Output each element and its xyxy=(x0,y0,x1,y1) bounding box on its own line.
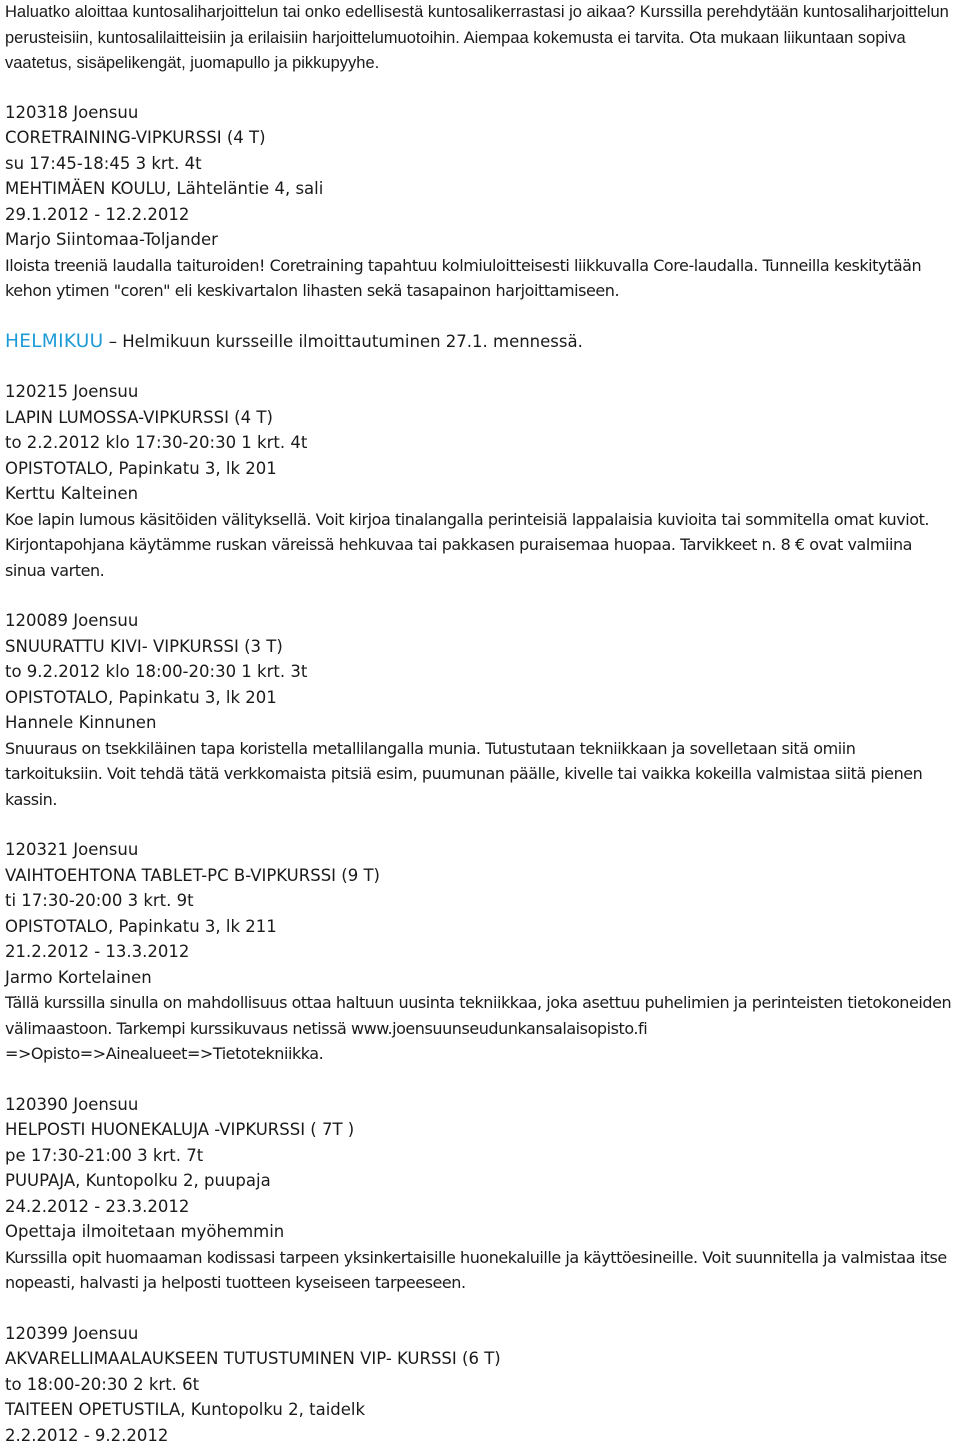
month-heading xyxy=(5,329,955,355)
course-time: to 9.2.2012 klo 18:00-20:30 1 krt. 3t xyxy=(5,659,955,685)
course-dates: 2.2.2012 - 9.2.2012 xyxy=(5,1423,955,1448)
course-dates: 24.2.2012 - 23.3.2012 xyxy=(5,1194,955,1220)
course-code: 120399 Joensuu xyxy=(5,1321,955,1347)
course-120321 xyxy=(5,837,955,1067)
course-description: Tällä kurssilla sinulla on mahdollisuus ottaa haltuun uusinta tekniikkaa, joka asettuu puhelimien ja perinteisten tietokoneiden välimaastoon. Tarkempi kurssikuvaus netissä www.joensuunseudunkansalaisopisto.fi =>Opisto=>Ainealueet=>Tietotekniikka. xyxy=(5,990,955,1067)
course-teacher: Opettaja ilmoitetaan myöhemmin xyxy=(5,1219,955,1245)
course-time: to 18:00-20:30 2 krt. 6t xyxy=(5,1372,955,1398)
course-place: MEHTIMÄEN KOULU, Lähteläntie 4, sali xyxy=(5,176,955,202)
course-place: OPISTOTALO, Papinkatu 3, lk 211 xyxy=(5,914,955,940)
course-title: HELPOSTI HUONEKALUJA -VIPKURSSI ( 7T ) xyxy=(5,1117,955,1143)
course-code: 120318 Joensuu xyxy=(5,100,955,126)
course-dates: 21.2.2012 - 13.3.2012 xyxy=(5,939,955,965)
course-120318 xyxy=(5,100,955,304)
course-time: pe 17:30-21:00 3 krt. 7t xyxy=(5,1143,955,1169)
course-place: PUUPAJA, Kuntopolku 2, puupaja xyxy=(5,1168,955,1194)
course-code: 120390 Joensuu xyxy=(5,1092,955,1118)
course-time: ti 17:30-20:00 3 krt. 9t xyxy=(5,888,955,914)
course-teacher: Jarmo Kortelainen xyxy=(5,965,955,991)
course-time: to 2.2.2012 klo 17:30-20:30 1 krt. 4t xyxy=(5,430,955,456)
course-title: CORETRAINING-VIPKURSSI (4 T) xyxy=(5,125,955,151)
course-title: VAIHTOEHTONA TABLET-PC B-VIPKURSSI (9 T) xyxy=(5,863,955,889)
course-title: LAPIN LUMOSSA-VIPKURSSI (4 T) xyxy=(5,405,955,431)
month-name: HELMIKUU xyxy=(5,331,103,352)
course-place: OPISTOTALO, Papinkatu 3, lk 201 xyxy=(5,456,955,482)
course-dates: 29.1.2012 - 12.2.2012 xyxy=(5,202,955,228)
course-description: Kurssilla opit huomaaman kodissasi tarpeen yksinkertaisille huonekaluille ja käyttöesineille. Voit suunnitella ja valmistaa itse nopeasti, halvasti ja helposti tuotteen kyseiseen tarpeeseen. xyxy=(5,1245,955,1296)
course-code: 120089 Joensuu xyxy=(5,608,955,634)
course-title: SNUURATTU KIVI- VIPKURSSI (3 T) xyxy=(5,634,955,660)
course-120390 xyxy=(5,1092,955,1296)
course-teacher: Hannele Kinnunen xyxy=(5,710,955,736)
course-description: Koe lapin lumous käsitöiden välityksellä. Voit kirjoa tinalangalla perinteisiä lappalaisia kuvioita tai sommitella omat kuviot. Kirjontapohjana käytämme ruskan väreissä hehkuvaa tai pakkasen puraisemaa huopaa. Tarvikkeet n. 8 € ovat valmiina sinua varten. xyxy=(5,507,955,584)
intro-paragraph: Haluatko aloittaa kuntosaliharjoittelun tai onko edellisestä kuntosalikerrastasi jo aikaa? Kurssilla perehdytään kuntosaliharjoittelun perusteisiin, kuntosalilaitteisiin ja erilaisiin harjoittelumuotoihin. Aiempaa kokemusta ei tarvita. Ota mukaan liikuntaan sopiva vaatetus, sisäpelikengät, juomapullo ja pikkupyyhe. xyxy=(5,0,955,77)
course-code: 120321 Joensuu xyxy=(5,837,955,863)
course-time: su 17:45-18:45 3 krt. 4t xyxy=(5,151,955,177)
course-description: Iloista treeniä laudalla taituroiden! Coretraining tapahtuu kolmiuloitteisesti liikkuvalla Core-laudalla. Tunneilla keskitytään kehon ytimen "coren" eli keskivartalon lihasten sekä tasapainon harjoittamiseen. xyxy=(5,253,955,304)
course-code: 120215 Joensuu xyxy=(5,379,955,405)
course-teacher: Kerttu Kalteinen xyxy=(5,481,955,507)
course-teacher: Marjo Siintomaa-Toljander xyxy=(5,227,955,253)
document-page xyxy=(5,0,955,1448)
course-120399 xyxy=(5,1321,955,1448)
month-dash: – xyxy=(109,332,117,351)
course-title: AKVARELLIMAALAUKSEEN TUTUSTUMINEN VIP- KURSSI (6 T) xyxy=(5,1346,955,1372)
course-120089 xyxy=(5,608,955,812)
course-place: OPISTOTALO, Papinkatu 3, lk 201 xyxy=(5,685,955,711)
course-120215 xyxy=(5,379,955,583)
course-place: TAITEEN OPETUSTILA, Kuntopolku 2, taidelk xyxy=(5,1397,955,1423)
month-registration-note: Helmikuun kursseille ilmoittautuminen 27.1. mennessä. xyxy=(122,332,583,351)
course-description: Snuuraus on tsekkiläinen tapa koristella metallilangalla munia. Tutustutaan tekniikkaan ja sovelletaan sitä omiin tarkoituksiin. Voit tehdä tätä verkkomaista pitsiä esim, puumunan päälle, kivelle tai vaikka kokeilla valmistaa siitä pienen kassin. xyxy=(5,736,955,813)
